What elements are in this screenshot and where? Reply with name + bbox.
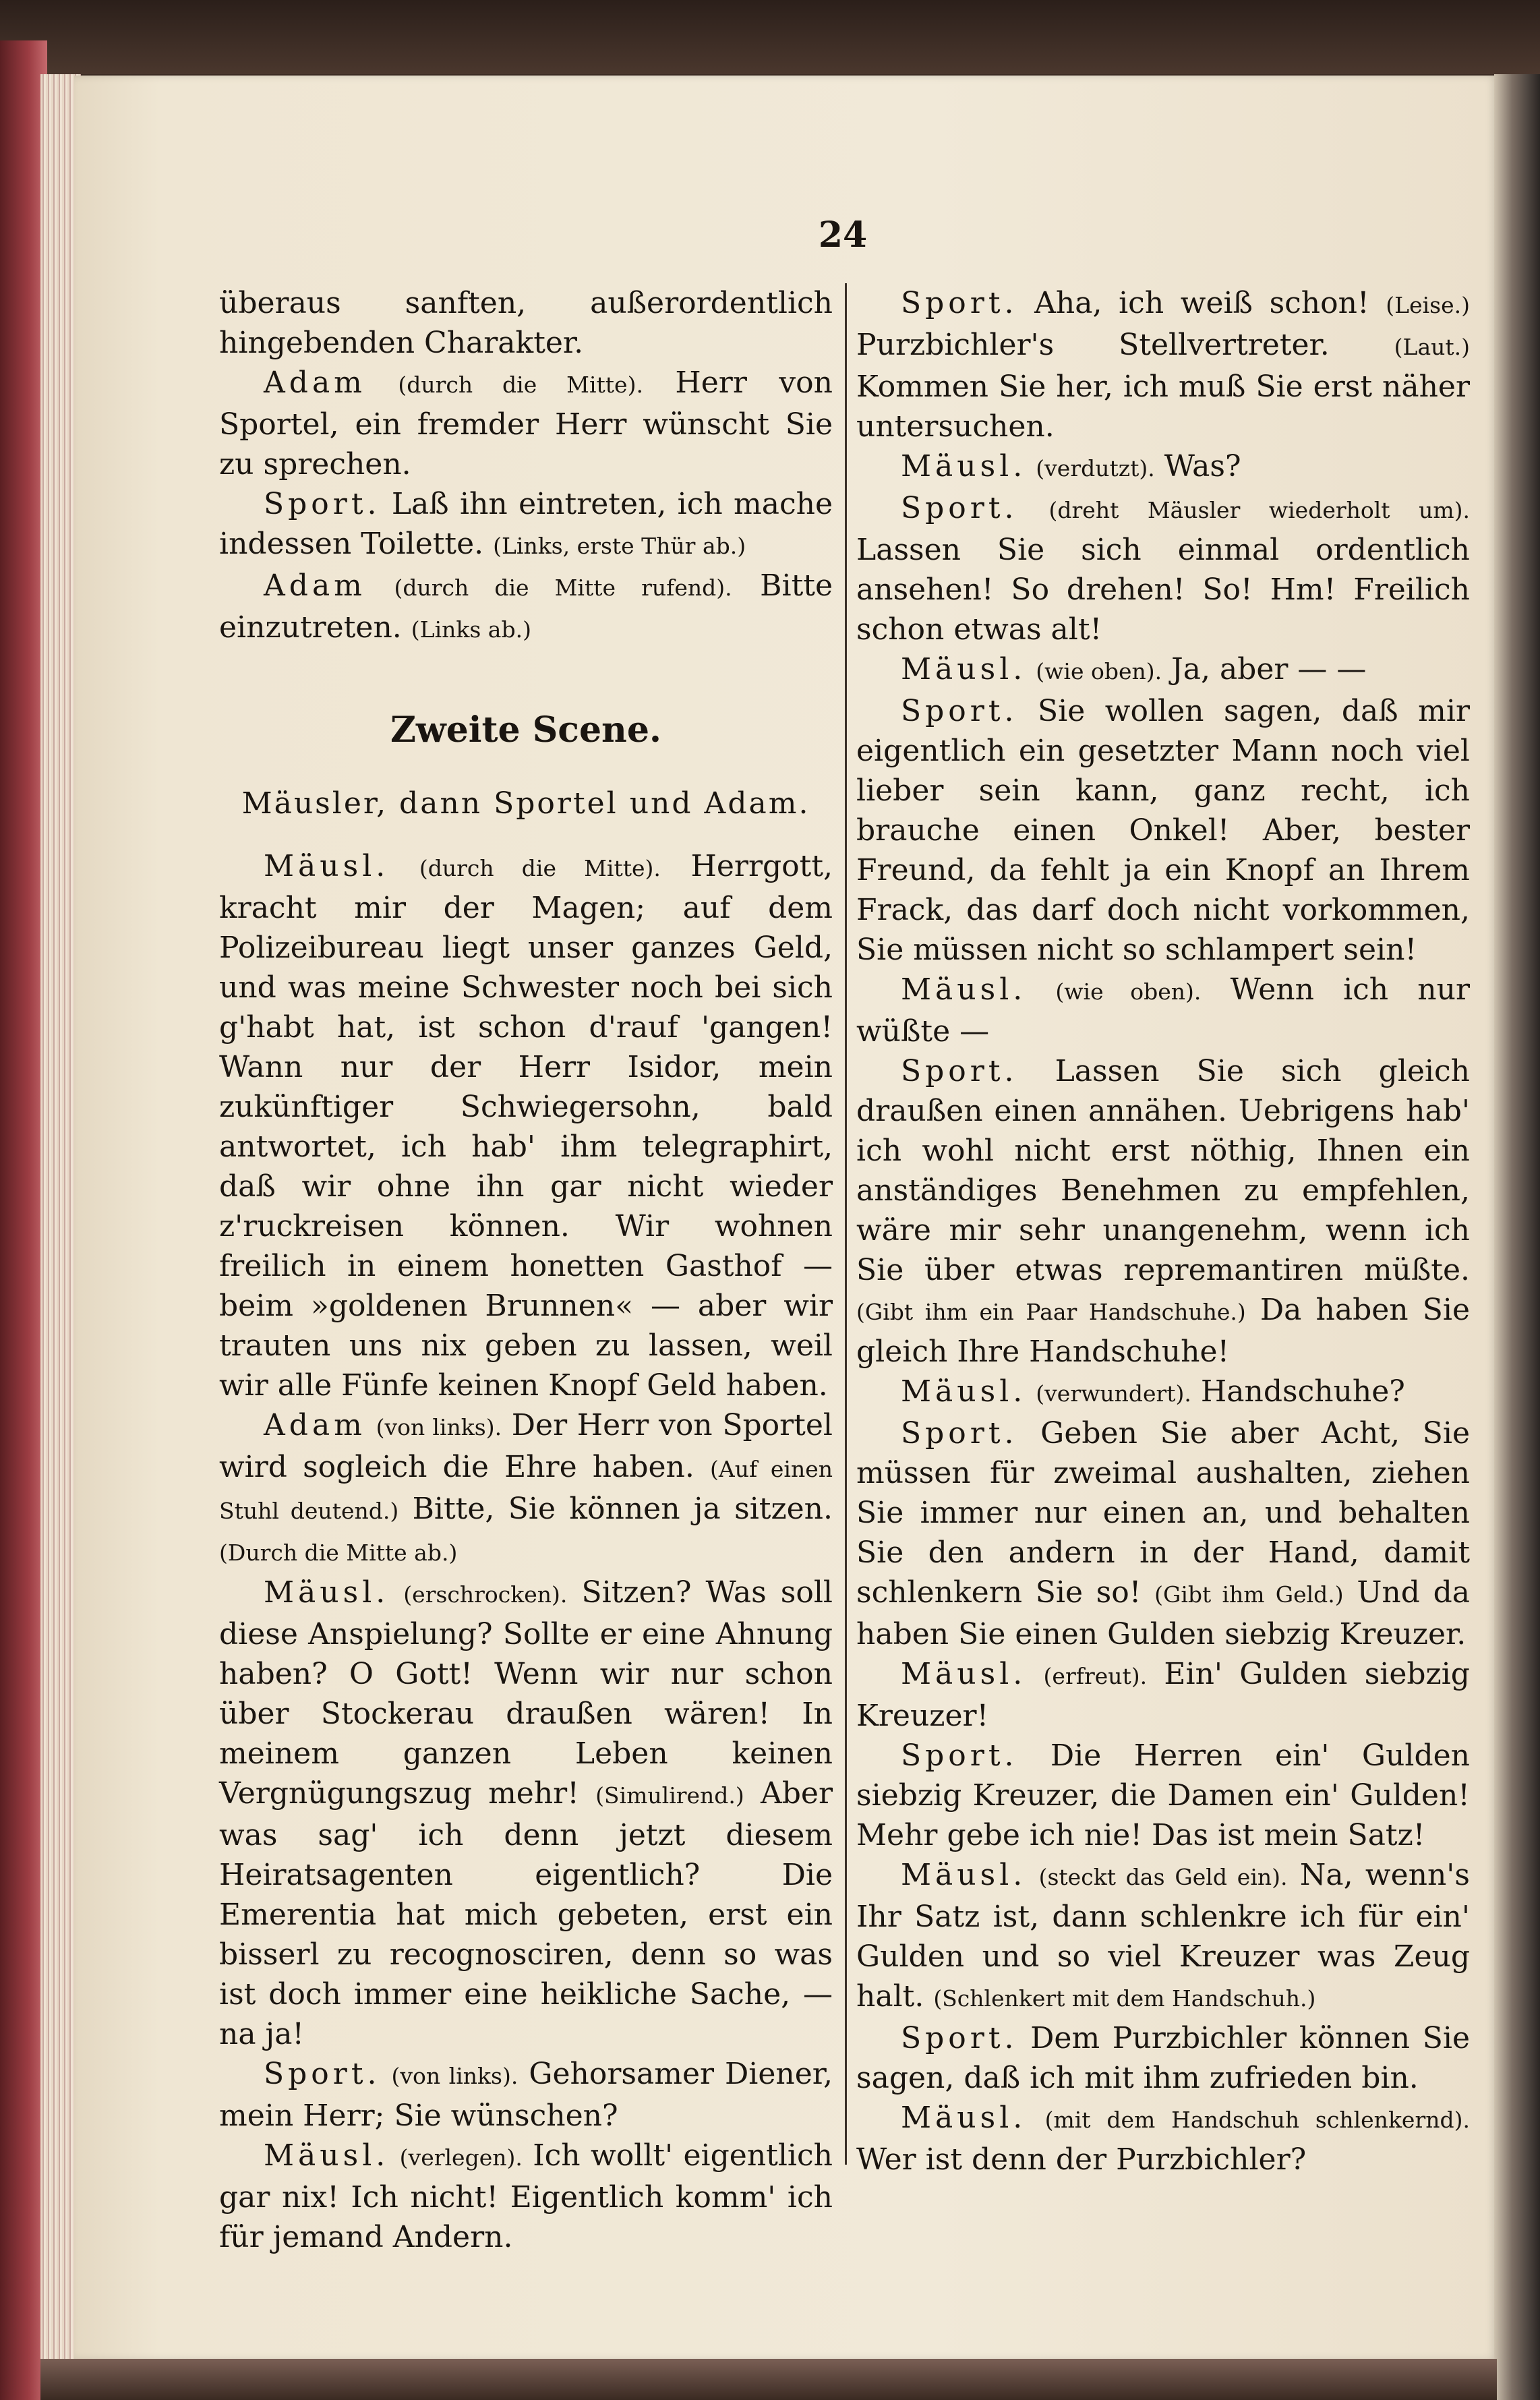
stage-direction: (wie oben).: [1036, 658, 1162, 684]
speaker: Sport.: [901, 491, 1018, 525]
right-column: [856, 283, 1470, 2179]
paragraph: Mäusl. (wie oben). Wenn ich nur wüßte —: [856, 972, 1470, 1049]
paragraph: Mäusl. (wie oben). Ja, aber — —: [901, 652, 1367, 686]
stage-direction: (durch die Mitte).: [419, 855, 661, 881]
paragraph: Sport. Geben Sie aber Acht, Sie müssen für zweimal aushalten, ziehen Sie immer nur einen an, und behalten Sie den andern in der Hand, damit schlenkern Sie so! (Gibt ihm Geld.) Und da haben Sie einen Gulden siebzig Kreuzer.: [856, 1416, 1470, 1651]
stage-direction: (Gibt ihm Geld.): [1154, 1581, 1344, 1608]
speaker: Mäusl.: [264, 849, 390, 883]
speaker: Mäusl.: [901, 1374, 1027, 1409]
paragraph: Sport. Sie wollen sagen, daß mir eigentlich ein gesetzter Mann noch viel lieber sein kann, ganz recht, ich brauche einen Onkel! Aber, bester Freund, da fehlt ja ein Knopf an Ihrem Frack, das darf doch nicht vorkommen, Sie müssen nicht so schlampert sein!: [856, 694, 1470, 967]
stage-direction: (Laut.): [1394, 334, 1470, 360]
stage-direction: (durch die Mitte).: [398, 372, 643, 398]
speaker: Adam: [264, 1408, 366, 1442]
stage-direction: (verdutzt).: [1036, 455, 1155, 481]
speaker: Mäusl.: [901, 652, 1027, 686]
stage-direction: (Links, erste Thür ab.): [493, 533, 746, 559]
paragraph: Mäusl. (verdutzt). Was?: [901, 449, 1241, 484]
paragraph: Mäusl. (verlegen). Ich wollt' eigentlich gar nix! Ich nicht! Eigentlich komm' ich für jemand Andern.: [219, 2138, 833, 2254]
stage-direction: (erschrocken).: [403, 1581, 568, 1608]
paragraph: Mäusl. (durch die Mitte). Herrgott, kracht mir der Magen; auf dem Polizeibureau liegt unser ganzes Geld, und was meine Schwester noch bei sich g'habt hat, ist schon d'rauf 'gangen! Wann nur der Herr Isidor, mein zukünftiger Schwiegersohn, bald antwortet, ich hab' ihm telegraphirt, daß wir ohne ihn gar nicht wieder z'ruckreisen können. Wir wohnen freilich in einem honetten Gasthof — beim »goldenen Brunnen« — aber wir trauten uns nix geben zu lassen, weil wir alle Fünfe keinen Knopf Geld haben.: [219, 849, 833, 1403]
speaker: Sport.: [264, 2057, 381, 2091]
stage-direction: (verwundert).: [1036, 1380, 1191, 1407]
paragraph: Sport. Laß ihn eintreten, ich mache indessen Toilette. (Links, erste Thür ab.): [219, 487, 833, 561]
stage-direction: (Auf einen Stuhl deutend.): [219, 1456, 833, 1524]
stage-direction: (durch die Mitte rufend).: [394, 575, 732, 601]
paragraph: Adam (von links). Der Herr von Sportel wird sogleich die Ehre haben. (Auf einen Stuhl deutend.) Bitte, Sie können ja sitzen. (Durch die Mitte ab.): [219, 1408, 833, 1566]
stage-direction: (Links ab.): [411, 616, 531, 643]
paragraph: Mäusl. (erfreut). Ein' Gulden siebzig Kreuzer!: [856, 1657, 1470, 1733]
speaker: Adam: [264, 568, 366, 603]
left-column: [219, 283, 833, 2257]
stage-direction: (Leise.): [1386, 292, 1470, 318]
paragraph: Mäusl. (steckt das Geld ein). Na, wenn's Ihr Satz ist, dann schlenkre ich für ein' Gulden und so viel Kreuzer was Zeug halt. (Schlenkert mit dem Handschuh.): [856, 1858, 1470, 2014]
speaker: Sport.: [901, 286, 1018, 320]
column-divider: [845, 283, 847, 2165]
speaker: Mäusl.: [901, 1657, 1027, 1691]
paragraph: Mäusl. (mit dem Handschuh schlenkernd). Wer ist denn der Purzbichler?: [856, 2101, 1470, 2177]
paragraph: Adam (durch die Mitte). Herr von Sportel, ein fremder Herr wünscht Sie zu sprechen.: [219, 365, 833, 481]
stage-direction: (von links).: [391, 2063, 519, 2089]
paragraph: Sport. Lassen Sie sich gleich draußen einen annähen. Uebrigens hab' ich wohl nicht erst nöthig, Ihnen ein anständiges Benehmen zu empfehlen, wäre mir sehr unangenehm, wenn ich Sie über etwas repremantiren müßte. (Gibt ihm ein Paar Handschuhe.) Da haben Sie gleich Ihre Handschuhe!: [856, 1054, 1470, 1369]
paragraph: Mäusl. (verwundert). Handschuhe?: [901, 1374, 1405, 1409]
stage-direction: (erfreut).: [1043, 1663, 1148, 1689]
speaker: Mäusl.: [901, 972, 1027, 1007]
background-bottom: [40, 2359, 1497, 2400]
paragraph: Sport. Dem Purzbichler können Sie sagen, daß ich mit ihm zufrieden bin.: [856, 2021, 1470, 2095]
stage-direction: (Schlenkert mit dem Handschuh.): [933, 1985, 1316, 2012]
speaker: Sport.: [901, 1416, 1018, 1451]
speaker: Sport.: [901, 2021, 1018, 2055]
speaker: Sport.: [901, 1738, 1018, 1773]
paragraph: Sport. Aha, ich weiß schon! (Leise.) Purzbichler's Stellvertreter. (Laut.) Kommen Sie her, ich muß Sie erst näher untersuchen.: [856, 286, 1470, 444]
stage-direction: (von links).: [376, 1414, 502, 1440]
speaker: Sport.: [901, 1054, 1018, 1088]
stage-direction: (Simulirend.): [595, 1782, 744, 1809]
stage-direction: (Gibt ihm ein Paar Handschuhe.): [856, 1299, 1246, 1325]
stage-direction: (verlegen).: [399, 2144, 523, 2171]
stage-direction: (steckt das Geld ein).: [1038, 1864, 1288, 1890]
speaker: Mäusl.: [901, 1858, 1027, 1892]
paragraph: Sport. (dreht Mäusler wiederholt um). Lassen Sie sich einmal ordentlich ansehen! So drehen! So! Hm! Freilich schon etwas alt!: [856, 491, 1470, 647]
stage-direction: (dreht Mäusler wiederholt um).: [1048, 497, 1470, 523]
speaker: Sport.: [901, 694, 1018, 728]
speaker: Mäusl.: [264, 1575, 390, 1610]
cast-line: Mäusler, dann Sportel und Adam.: [241, 786, 810, 821]
paragraph: Mäusl. (erschrocken). Sitzen? Was soll diese Anspielung? Sollte er eine Ahnung haben? O Gott! Wenn wir nur schon über Stockerau draußen wären! In meinem ganzen Leben keinen Vergnügungszug mehr! (Simulirend.) Aber was sag' ich denn jetzt diesem Heiratsagenten eigentlich? Die Emerentia hat mich gebeten, erst ein bisserl zu recognosciren, denn so was ist doch immer eine heikliche Sache, — na ja!: [219, 1575, 833, 2051]
speaker: Adam: [264, 365, 366, 400]
stage-direction: (Durch die Mitte ab.): [219, 1540, 458, 1566]
background-top: [0, 0, 1540, 74]
page-number: 24: [818, 214, 868, 256]
speaker: Mäusl.: [901, 449, 1027, 484]
speaker: Mäusl.: [901, 2101, 1027, 2135]
stage-direction: (mit dem Handschuh schlenkernd).: [1044, 2107, 1470, 2133]
paragraph: Adam (durch die Mitte rufend). Bitte einzutreten. (Links ab.): [219, 568, 833, 645]
scene-heading: Zweite Scene.: [390, 709, 662, 751]
speaker: Mäusl.: [264, 2138, 390, 2173]
stage-direction: (wie oben).: [1055, 978, 1202, 1005]
book-gutter-right: [1494, 74, 1540, 2400]
paragraph: Sport. Die Herren ein' Gulden siebzig Kreuzer, die Damen ein' Gulden! Mehr gebe ich nie! Das ist mein Satz!: [856, 1738, 1470, 1852]
paragraph: überaus sanften, außerordentlich hingebenden Charakter.: [219, 286, 833, 360]
speaker: Sport.: [264, 487, 381, 521]
paragraph: Sport. (von links). Gehorsamer Diener, mein Herr; Sie wünschen?: [219, 2057, 833, 2133]
